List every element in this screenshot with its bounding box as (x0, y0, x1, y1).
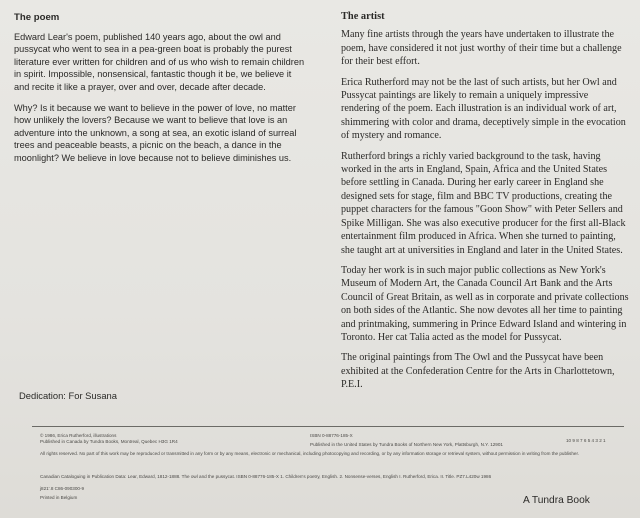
printed-in: Printed in Belgium (40, 495, 78, 500)
copyright-line-2: Published in Canada by Tundra Books, Montreal, Quebec H3G 1R4 (40, 439, 178, 444)
divider-rule (32, 426, 624, 427)
isbn: ISBN 0-88776-185-X (310, 433, 353, 438)
publisher-imprint: A Tundra Book (523, 495, 590, 506)
us-publication: Published in the United States by Tundra Books of Northern New York, Plattsburgh, N.Y. 12901 (310, 442, 503, 447)
artist-paragraph-3: Rutherford brings a richly varied background to the task, having worked in the arts in England, Spain, Africa and the United States before settling in Canada. During her early career in England she designed sets for stage, film and BBC TV productions, creating the puppet characters for the famous "Goon Show" with Peter Sellers and Spike Milligan. She was also executive producer for the first all-Black entertainment film produced in Africa. When she turned to painting, she taught art at universities in England and later in the United States. (341, 150, 626, 256)
poem-column (14, 12, 306, 173)
cip-number: j821'.8 C86-090300-9 (40, 486, 85, 491)
artist-paragraph-1: Many fine artists through the years have undertaken to illustrate the poem, have considered it not just worthy of their time but a challenge for their best effort. (341, 29, 622, 68)
rights-notice: All rights reserved. No part of this work may be reproduced or transmitted in any form or by any means, electronic or mechanical, including photocopying and recording, or by any information storage or retrieval system, without permission in writing from the publisher. (40, 451, 579, 456)
artist-paragraph-5: The original paintings from The Owl and the Pussycat have been exhibited at the Confederation Centre for the Arts in Charlottetown, P.E.I. (341, 352, 615, 391)
copyright-line-1: © 1986, Erica Rutherford, illustrations (40, 433, 117, 438)
printing-numbers: 10 9 8 7 6 5 4 3 2 1 (566, 438, 606, 443)
poem-paragraph-2: Why? Is it because we want to believe in the power of love, no matter how unlikely the lovers? Because we want to believe that love is an adventure into the unknown, a song at sea, an exotic island of surreal trees and peaceable beasts, a picnic on the beach, a dance in the moonlight? We believe in love because not to believe diminishes us. (14, 102, 297, 163)
poem-heading: The poem (14, 12, 60, 23)
poem-paragraph-1: Edward Lear's poem, published 140 years ago, about the owl and pussycat who went to sea in a pea-green boat is probably the purest literature ever written for children and of us who wish to remain children in spirit. Impossible, nonsensical, fantastic though it be, we believe it and recite it like a prayer, over and over, decade after decade. (14, 31, 305, 92)
artist-paragraph-4: Today her work is in such major public collections as New York's Museum of Modern Art, the Canada Council Art Bank and the Arts Council of Great Britain, as well as in corporate and private collections on both sides of the Atlantic. She now devotes all her time to painting and printmaking, summering in Prince Edward Island and wintering in Toronto. Her cat Talia acted as the model for Pussycat. (341, 264, 629, 343)
artist-column (341, 10, 629, 399)
dedication: Dedication: For Susana (19, 390, 117, 401)
artist-paragraph-2: Erica Rutherford may not be the last of such artists, but her Owl and Pussycat paintings are likely to remain a uniquely impressive rendering of the poem. Each illustration is an individual work of art, shimmering with color and drama, deceptively simple in the evocation of mystery and romance. (341, 76, 626, 142)
cip-data: Canadian Cataloguing in Publication Data: Lear, Edward, 1812-1888. The owl and the pussycat. ISBN 0-88776-185-X 1. Children's poetry, English. 2. Nonsense-verses, English I. Rutherford, Erica. II. Title. PZ7.L420w 1986 (40, 474, 492, 479)
artist-heading: The artist (341, 11, 385, 22)
